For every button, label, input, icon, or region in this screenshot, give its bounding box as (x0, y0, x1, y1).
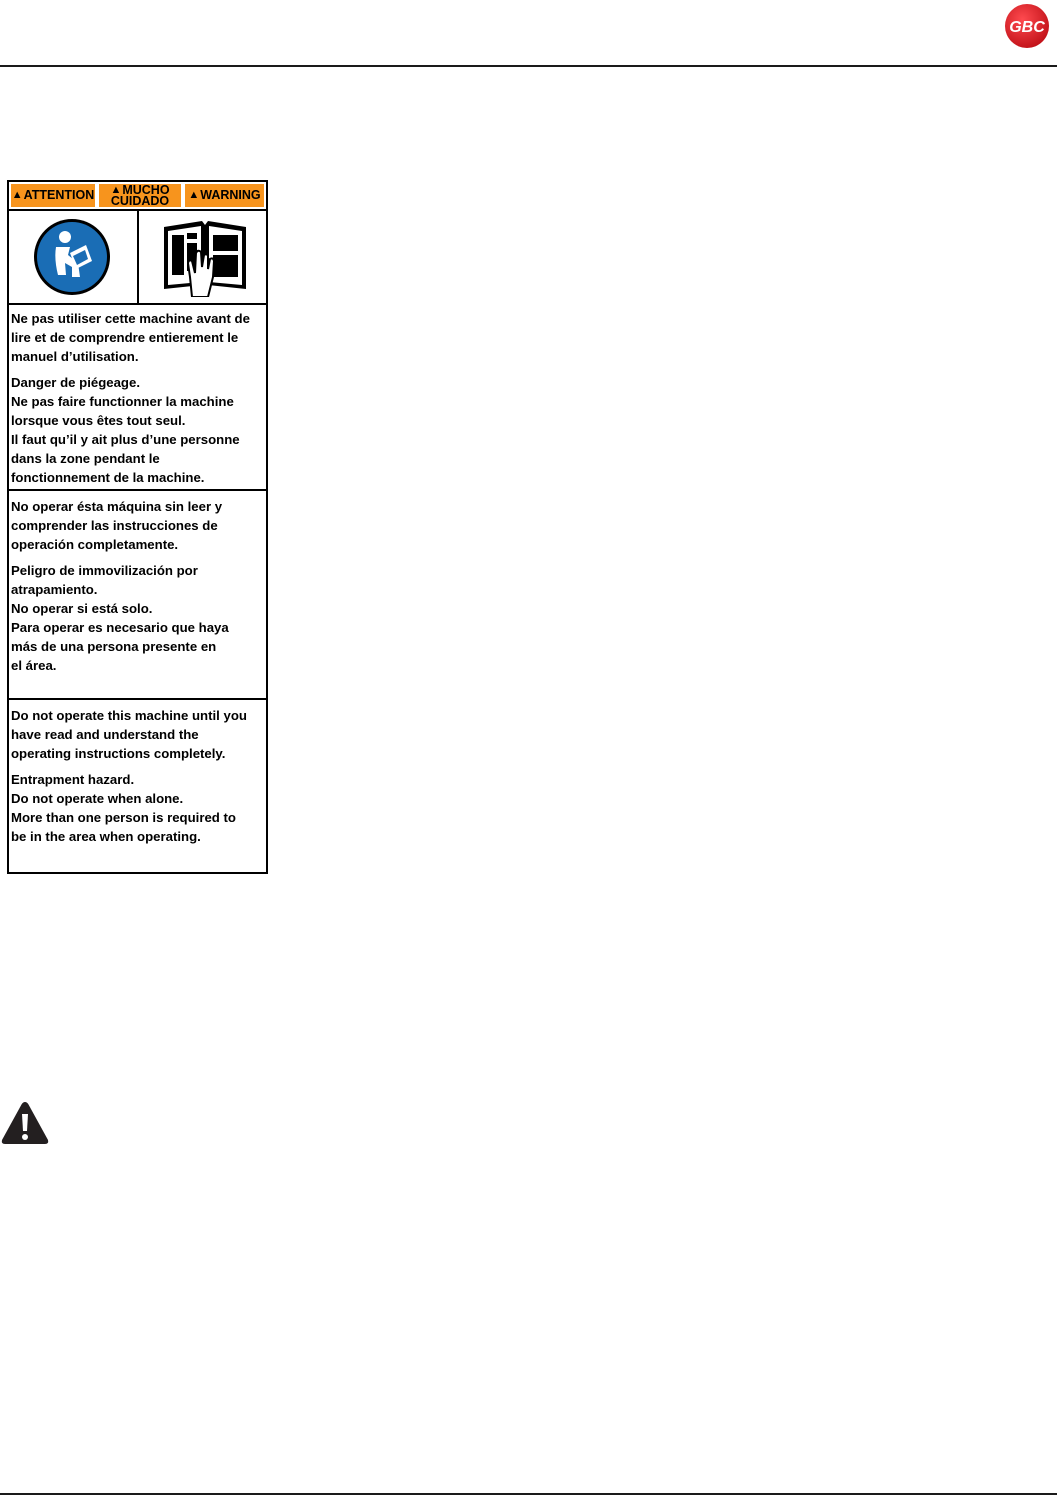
alert-triangle-icon: ▲ (11, 189, 23, 201)
signal-attention-text: ATTENTION (23, 188, 95, 202)
alert-triangle-icon: ▲ (110, 183, 122, 196)
signal-warning-text: WARNING (200, 188, 261, 202)
spanish-paragraph-2: Peligro de immovilización por atrapamiento. No operar si está solo. Para operar es necesario que haya más de una persona presente en el área. (11, 563, 229, 673)
english-paragraph-2: Entrapment hazard. Do not operate when alone. More than one person is required to be in the area when operating. (11, 772, 236, 844)
english-instructions (9, 702, 266, 872)
read-manual-icon (32, 217, 112, 297)
manual-book-icon (162, 219, 248, 297)
french-paragraph-1: Ne pas utiliser cette machine avant de lire et de comprendre entierement le manuel d’utilisation. (11, 311, 250, 364)
english-paragraph-1: Do not operate this machine until you have read and understand the operating instructions completely. (11, 708, 247, 761)
signal-mucho-text: MUCHO (122, 182, 170, 197)
pictogram-row (9, 209, 266, 305)
gbc-logo-text: GBC (1009, 19, 1045, 36)
french-paragraph-2: Danger de piégeage. Ne pas faire functionner la machine lorsque vous êtes tout seul. Il faut qu’il y ait plus d’une personne dans la zone pendant le fonctionnement de la machine. (11, 375, 240, 485)
footer-rule (0, 1493, 1057, 1495)
alert-triangle-icon: ▲ (188, 189, 200, 201)
french-instructions (9, 305, 266, 491)
gbc-logo (1002, 3, 1052, 49)
signal-cuidado-text: CUIDADO (110, 193, 170, 208)
signal-attention (11, 184, 95, 207)
signal-warning (185, 184, 264, 207)
header-rule (0, 65, 1057, 67)
signal-mucho-cuidado (99, 184, 181, 207)
pictogram-divider (137, 209, 139, 303)
warning-triangle-icon (0, 1100, 50, 1146)
signal-word-row (9, 182, 266, 211)
spanish-instructions (9, 493, 266, 700)
spanish-paragraph-1: No operar ésta máquina sin leer y comprender las instrucciones de operación completamente. (11, 499, 223, 552)
safety-label (7, 180, 268, 874)
